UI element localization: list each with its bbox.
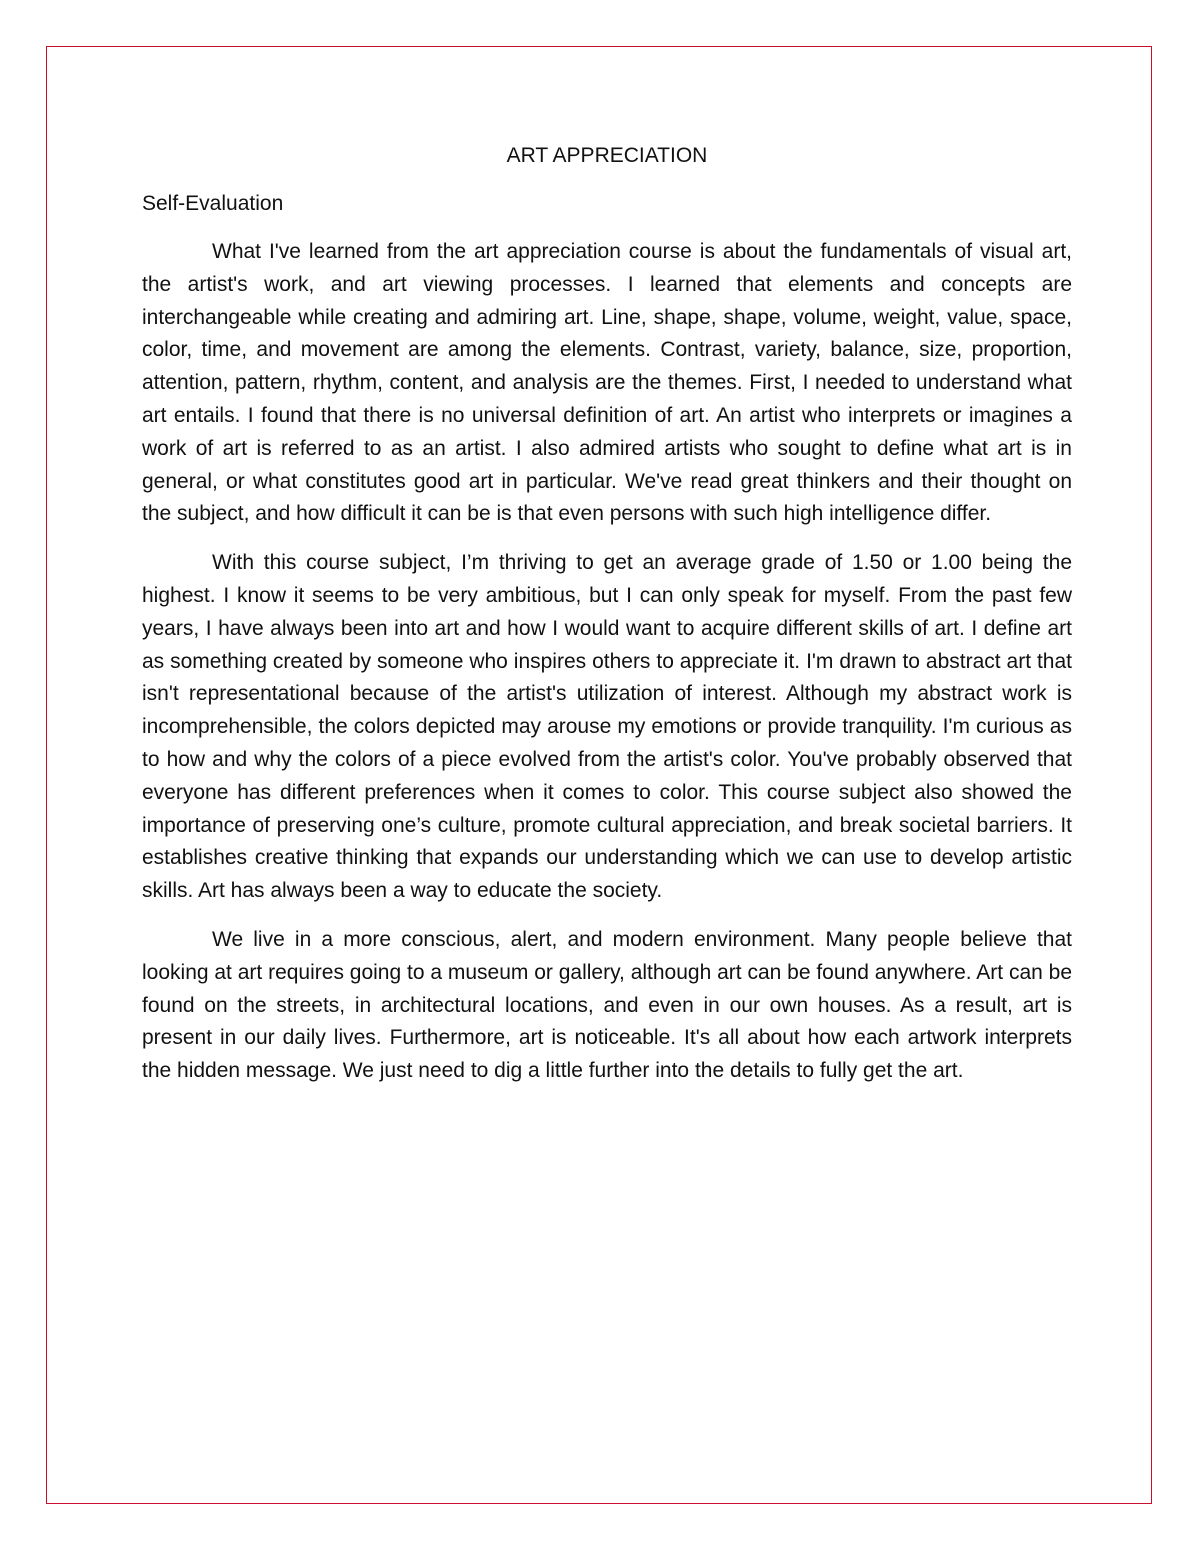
paragraph-learnings: What I've learned from the art appreciation course is about the fundamentals of visual art, the artist's work, and art viewing processes. I learned that elements and concepts are interchangeable while creating and admiring art. Line, shape, shape, volume, weight, value, space, color, time, and movement are among the elements. Contrast, variety, balance, size, proportion, attention, pattern, rhythm, content, and analysis are the themes. First, I needed to understand what art entails. I found that there is no universal definition of art. An artist who interprets or imagines a work of art is referred to as an artist. I also admired artists who sought to define what art is in general, or what constitutes good art in particular. We've read great thinkers and their thought on the subject, and how difficult it can be is that even persons with such high intelligence differ. [142, 240, 1072, 526]
document-body [142, 140, 1072, 1104]
document-subtitle: Self-Evaluation [142, 192, 284, 215]
document-title: ART APPRECIATION [506, 144, 708, 167]
paragraph-art-everywhere: We live in a more conscious, alert, and modern environment. Many people believe that looking at art requires going to a museum or gallery, although art can be found anywhere. Art can be found on the streets, in architectural locations, and even in our own houses. As a result, art is present in our daily lives. Furthermore, art is noticeable. It's all about how each artwork interprets the hidden message. We just need to dig a little further into the details to fully get the art. [142, 927, 1072, 1083]
paragraph-goals: With this course subject, I’m thriving to get an average grade of 1.50 or 1.00 being the highest. I know it seems to be very ambitious, but I can only speak for myself. From the past few years, I have always been into art and how I would want to acquire different skills of art. I define art as something created by someone who inspires others to appreciate it. I'm drawn to abstract art that isn't representational because of the artist's utilization of interest. Although my abstract work is incomprehensible, the colors depicted may arouse my emotions or provide tranquility. I'm curious as to how and why the colors of a piece evolved from the artist's color. You've probably observed that everyone has different preferences when it comes to color. This course subject also showed the importance of preserving one’s culture, promote cultural appreciation, and break societal barriers. It establishes creative thinking that expands our understanding which we can use to develop artistic skills. Art has always been a way to educate the society. [142, 551, 1072, 903]
